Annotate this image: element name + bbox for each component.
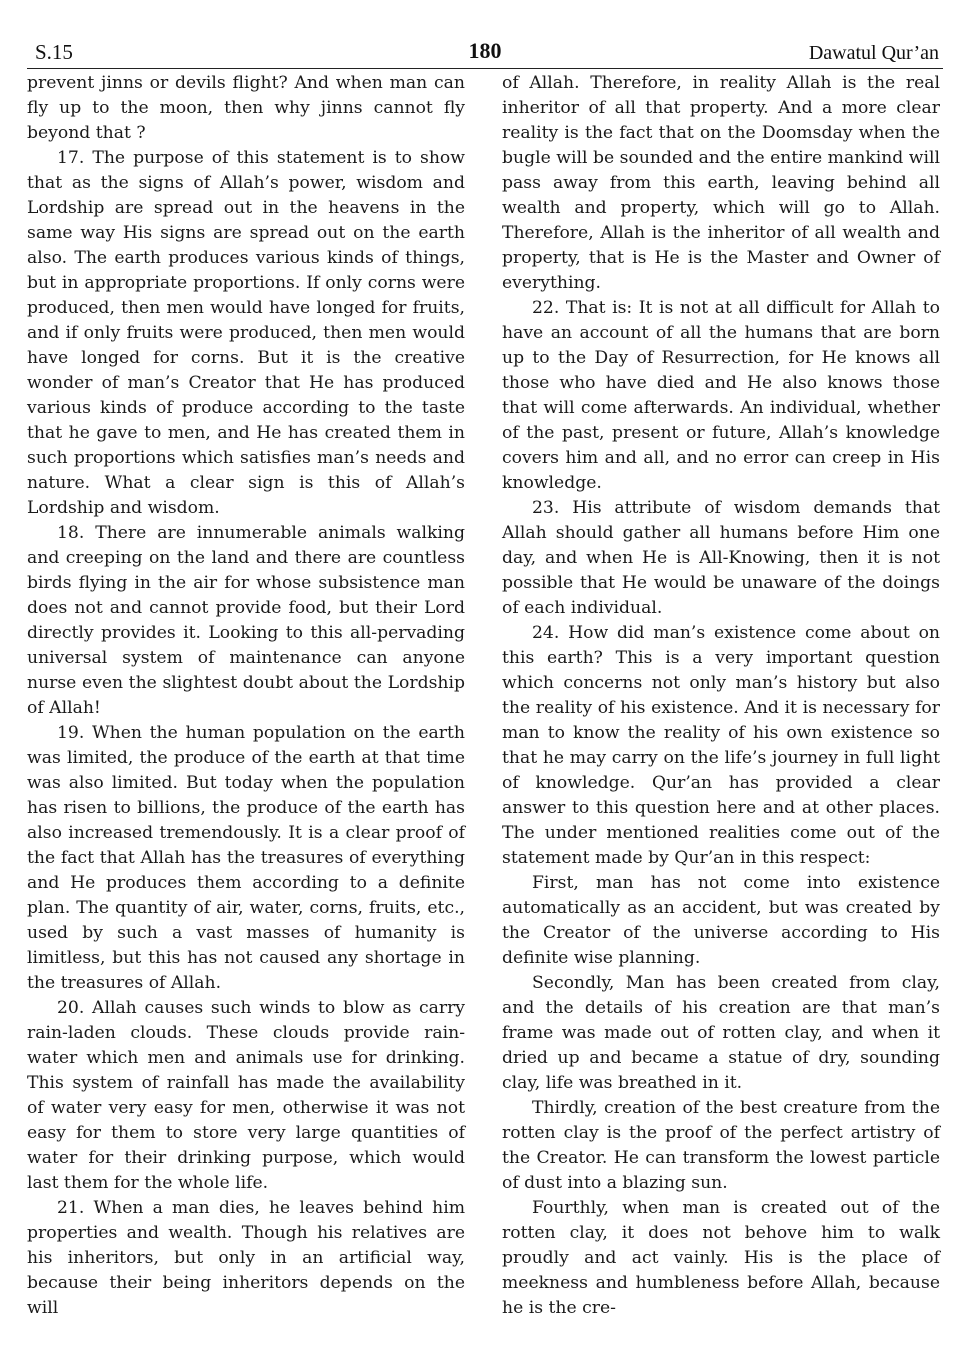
header-divider	[27, 68, 943, 69]
note-21-continuation: of Allah. Therefore, in reality Allah is the real inheritor of all that property. And a more clear reality is the fact that on the Doomsday when the bugle will be sounded and the entire mankind will pass away from this earth, leaving behind all wealth and property, which will go to Allah. Therefore, Allah is the inheritor of all wealth and property, that is He is the Master and Owner of everything.	[502, 73, 940, 293]
page-header	[27, 38, 943, 68]
book-title: Dawatul Qur’an	[808, 42, 939, 64]
note-22: 22. That is: It is not at all difficult for Allah to have an account of all the humans that are born up to the Day of Resurrection, for He knows all those who have died and He also knows those that will come afterwards. An individual, whether of the past, present or future, Allah’s knowledge covers him and all, and no error can creep in His knowledge.	[502, 298, 940, 493]
point-first: First, man has not come into existence automatically as an accident, but was created by the Creator of the universe according to His definite wise planning.	[502, 873, 940, 968]
page-number: 180	[468, 38, 502, 63]
note-23: 23. His attribute of wisdom demands that Allah should gather all humans before Him one day, and when He is All-Knowing, then it is not possible that He would be unaware of the doings of each individual.	[502, 498, 940, 618]
paragraph-continuation: prevent jinns or devils flight? And when man can fly up to the moon, then why jinns cannot fly beyond that ?	[27, 73, 465, 143]
note-19: 19. When the human population on the earth was limited, the produce of the earth at that time was also limited. But today when the population has risen to billions, the produce of the earth has also increased tremendously. It is a clear proof of the fact that Allah has the treasures of everything and He produces them according to a definite plan. The quantity of air, water, corns, fruits, etc., used by such a vast masses of humanity is limitless, but this has not caused any shortage in the treasures of Allah.	[27, 723, 465, 993]
note-17: 17. The purpose of this statement is to show that as the signs of Allah’s power, wisdom and Lordship are spread out in the heavens in the same way His signs are spread out on the earth also. The earth produces various kinds of things, but in appropriate proportions. If only corns were produced, then men would have longed for fruits, and if only fruits were produced, then men would have longed for corns. But it is the creative wonder of man’s Creator that He has produced various kinds of produce according to the taste that he gave to men, and He has created them in such proportions which satisfies man’s needs and nature. What a clear sign is this of Allah’s Lordship and wisdom.	[27, 148, 465, 518]
note-18: 18. There are innumerable animals walking and creeping on the land and there are countless birds flying in the air for whose subsistence man does not and cannot provide food, but their Lord directly provides it. Looking to this all-pervading universal system of maintenance can anyone nurse even the slightest doubt about the Lordship of Allah!	[27, 523, 465, 718]
surah-label: S.15	[35, 40, 73, 64]
point-second: Secondly, Man has been created from clay, and the details of his creation are that man’s frame was made out of rotten clay, and when it dried up and became a statue of dry, sounding clay, life was breathed in it.	[502, 973, 940, 1093]
right-column	[502, 71, 940, 1321]
note-24: 24. How did man’s existence come about on this earth? This is a very important question which concerns not only man’s history but also the reality of his existence. And it is necessary for man to know the reality of his own existence so that he may carry on the life’s journey in full light of knowledge. Qur’an has provided a clear answer to this question here and at other places. The under mentioned realities come out of the statement made by Qur’an in this respect:	[502, 623, 940, 868]
point-third: Thirdly, creation of the best creature from the rotten clay is the proof of the perfect artistry of the Creator. He can transform the lowest particle of dust into a blazing sun.	[502, 1098, 940, 1193]
note-20: 20. Allah causes such winds to blow as carry rain-laden clouds. These clouds provide rain-water which men and animals use for drinking. This system of rainfall has made the availability of water very easy for men, otherwise it was not easy for them to store very large quantities of water for their drinking purpose, which would last them for the whole life.	[27, 998, 465, 1193]
left-column	[27, 71, 465, 1321]
note-21: 21. When a man dies, he leaves behind him properties and wealth. Though his relatives are his inheritors, but only in an artificial way, because their being inheritors depends on the will	[27, 1198, 465, 1318]
point-fourth: Fourthly, when man is created out of the rotten clay, it does not behove him to walk proudly and act vainly. His is the place of meekness and humbleness before Allah, because he is the cre-	[502, 1198, 940, 1318]
